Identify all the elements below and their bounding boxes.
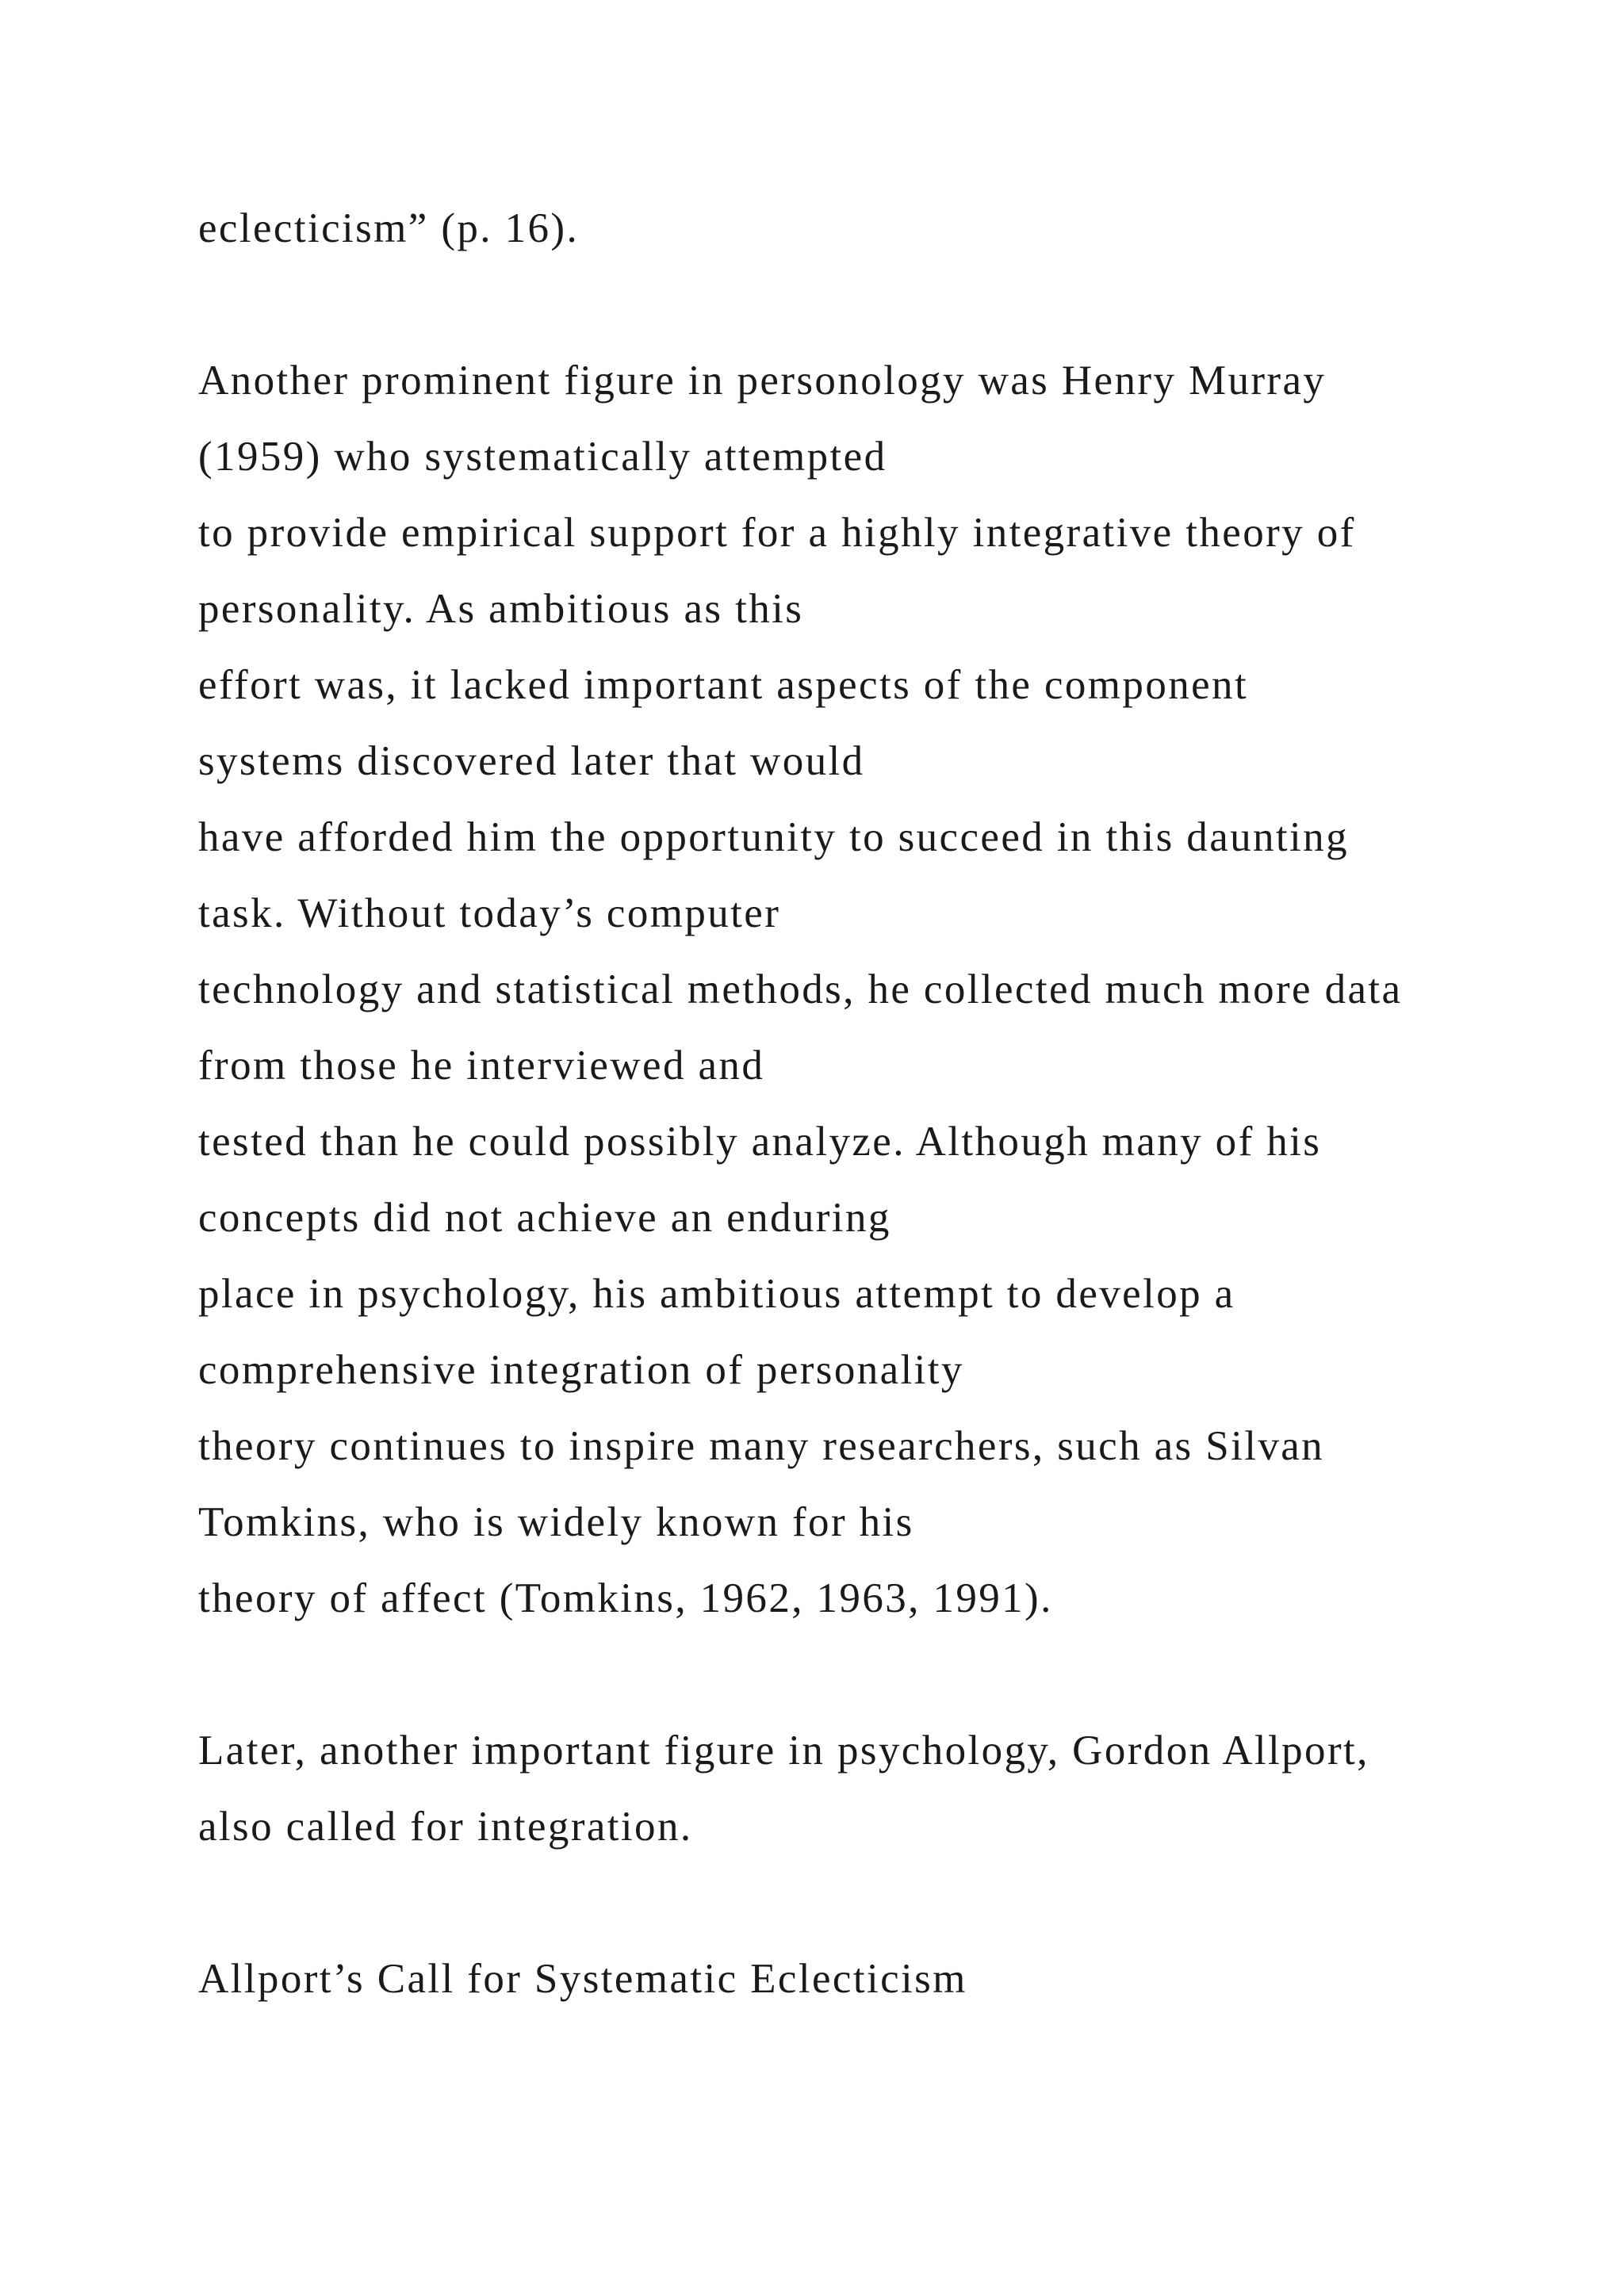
text-line: to provide empirical support for a highly integrative theory of xyxy=(198,510,1356,556)
text-line: Tomkins, who is widely known for his xyxy=(198,1499,914,1545)
text-line: concepts did not achieve an enduring xyxy=(198,1195,891,1241)
text-line: effort was, it lacked important aspects of the component xyxy=(198,662,1249,708)
text-line: tested than he could possibly analyze. Although many of his xyxy=(198,1119,1322,1165)
text-line: Later, another important figure in psychology, Gordon Allport, xyxy=(198,1728,1369,1774)
text-line: systems discovered later that would xyxy=(198,738,865,784)
text-line: personality. As ambitious as this xyxy=(198,586,804,632)
text-line: place in psychology, his ambitious attempt to develop a xyxy=(198,1271,1235,1317)
text-line: technology and statistical methods, he collected much more data xyxy=(198,966,1403,1012)
text-line: task. Without today’s computer xyxy=(198,890,781,936)
paragraph-3 xyxy=(198,1712,1515,1865)
body-text xyxy=(198,190,1515,2017)
section-heading xyxy=(198,1941,1515,2017)
paragraph-gap xyxy=(198,1636,1515,1712)
paragraph-2 xyxy=(198,342,1515,1636)
text-line: eclecticism” (p. 16). xyxy=(198,205,580,251)
text-line: also called for integration. xyxy=(198,1804,693,1850)
text-line: theory continues to inspire many researchers, such as Silvan xyxy=(198,1423,1325,1469)
text-line: comprehensive integration of personality xyxy=(198,1347,964,1393)
text-line: from those he interviewed and xyxy=(198,1043,765,1089)
paragraph-1 xyxy=(198,190,1515,266)
text-line: have afforded him the opportunity to succeed in this daunting xyxy=(198,814,1349,860)
text-line: Another prominent figure in personology was Henry Murray xyxy=(198,358,1327,404)
paragraph-gap xyxy=(198,266,1515,342)
heading-line: Allport’s Call for Systematic Eclecticism xyxy=(198,1956,967,2002)
text-line: theory of affect (Tomkins, 1962, 1963, 1991). xyxy=(198,1575,1053,1621)
text-line: (1959) who systematically attempted xyxy=(198,434,887,480)
paragraph-gap xyxy=(198,1865,1515,1941)
